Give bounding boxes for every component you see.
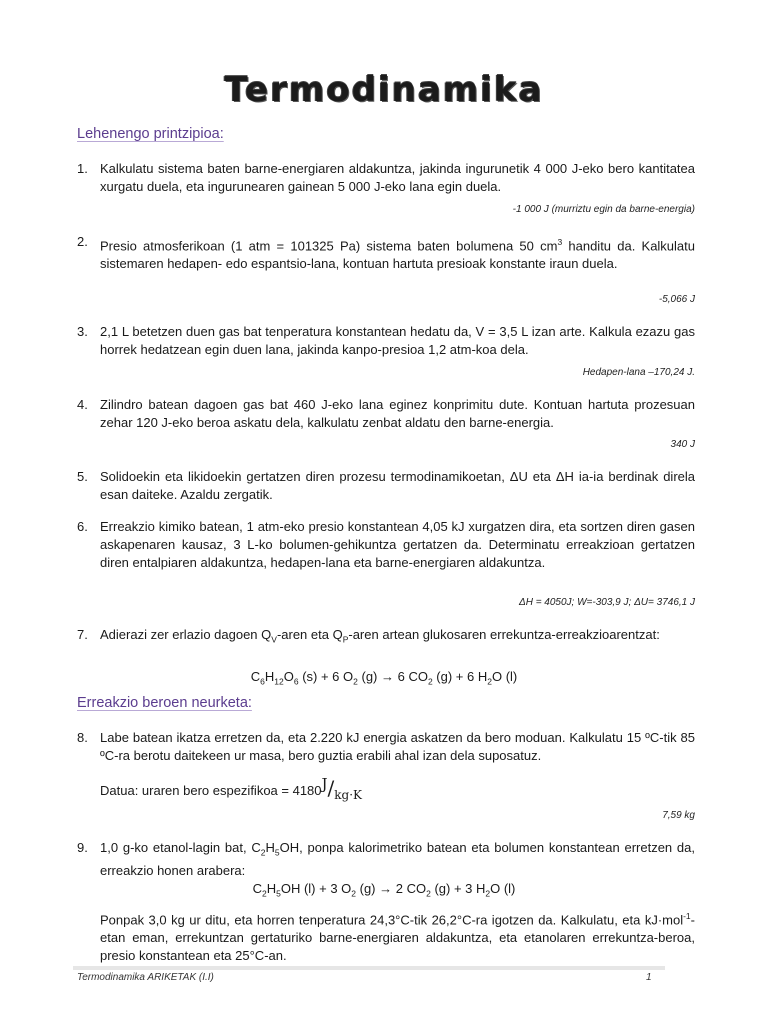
question-number: 3. xyxy=(77,324,88,339)
question-8 xyxy=(77,729,695,765)
question-number: 1. xyxy=(77,161,88,176)
question-5 xyxy=(77,468,695,504)
question-3 xyxy=(77,323,695,359)
question-text: Presio atmosferikoan (1 atm = 101325 Pa) sistema baten bolumena 50 $cm^3$ handitu da. Kalkulatu sistemaren hedapen- edo espantsio-lana, kontuan hartuta presioak konstante iraun duela. xyxy=(100,237,695,272)
question-9-paragraph: Ponpak 3,0 kg ur ditu, eta horren tenperatura 24,3°C-tik 26,2°C-ra igotzen da. Kalkulatu, eta kJ·mol$^{-1}$-etan eman, errekuntzan gertaturiko barne-energiaren aldakuntza, eta etanolaren errekuntza-beroa, presio konstantean eta 25°C-an. xyxy=(100,911,695,964)
question-9 xyxy=(77,839,695,880)
question-number: 8. xyxy=(77,730,88,745)
question-number: 9. xyxy=(77,840,88,855)
question-text: Adierazi zer erlazio dagoen $Q_V$-aren eta $Q_P$-aren artean glukosaren errekuntza-erreakzioarentzat: xyxy=(100,627,660,645)
question-number: 6. xyxy=(77,519,88,534)
question-1 xyxy=(77,160,695,196)
data-specific-heat: Datua: uraren bero espezifikoa = 4180J/kg·K xyxy=(100,775,363,802)
page-title: Termodinamika xyxy=(224,70,544,110)
section-heading-first-law: Lehenengo printzipioa: xyxy=(77,126,224,142)
question-text: 1,0 g-ko etanol-lagin bat, $C_2H_5OH$, ponpa kalorimetriko batean eta bolumen konstantean erretzen da, erreakzio honen arabera: xyxy=(100,840,695,878)
question-7 xyxy=(77,626,695,649)
question-number: 2. xyxy=(77,234,88,249)
footer-title: Termodinamika ARIKETAK (I.I) xyxy=(77,972,214,983)
question-text: Zilindro batean dagoen gas bat 460 J-eko lana eginez konprimitu dute. Kontuan hartuta prozesuan zehar 120 J-eko beroa askatu dela, kalkulatu zenbat aldatu den barne-energia. xyxy=(100,397,695,430)
question-text: Labe batean ikatza erretzen da, eta 2.220 kJ energia askatzen da bero moduan. Kalkulatu 15 ºC-tik 85 ºC-ra berotu daitekeen ur masa, bero guztia erabili ahal izan dela suposatuz. xyxy=(100,730,695,763)
answer-3: Hedapen-lana –170,24 J. xyxy=(582,367,695,378)
page-number: 1 xyxy=(646,972,652,983)
question-number: 5. xyxy=(77,469,88,484)
answer-1: -1 000 J (murriztu egin da barne-energia) xyxy=(512,204,695,215)
unit-fraction: J/kg·K xyxy=(321,775,363,802)
answer-6: ΔH = 4050J; W=-303,9 J; ΔU= 3746,1 J xyxy=(518,597,695,608)
section-heading-reaction-heats: Erreakzio beroen neurketa: xyxy=(77,695,252,711)
question-text: 2,1 L betetzen duen gas bat tenperatura konstantean hedatu da, V = 3,5 L izan arte. Kalkula ezazu gas horrek hedatzean egin duen lana, jakinda kanpo-presioa 1,2 atm-koa dela. xyxy=(100,324,695,357)
question-text: Kalkulatu sistema baten barne-energiaren aldakuntza, jakinda ingurunetik 4 000 J-eko bero kantitatea xurgatu duela, eta ingurunearen gainean 5 000 J-eko lana egin duela. xyxy=(100,161,695,194)
question-4 xyxy=(77,396,695,432)
footer-divider xyxy=(73,966,665,970)
question-text: Solidoekin eta likidoekin gertatzen diren prozesu termodinamikoetan, ΔU eta ΔH ia-ia berdinak direla esan daiteke. Azaldu zergatik. xyxy=(100,469,695,502)
question-text: Erreakzio kimiko batean, 1 atm-eko presio konstantean 4,05 kJ xurgatzen dira, eta sortzen diren gasen askapenaren kausaz, 3 L-ko bolumen-gehikuntza gertatzen da. Determinatu erreakzioan gertatzen diren entalpiaren aldakuntza, hedapen-lana eta barne-energiaren aldakuntza. xyxy=(100,519,695,570)
question-number: 4. xyxy=(77,397,88,412)
ethanol-combustion-equation: $C_2H_5OH$ (l) + 3 $O_2$ (g) → 2 $CO_2$ (g) + 3 $H_2O$ (l) xyxy=(252,881,516,899)
answer-2: -5,066 J xyxy=(658,294,695,305)
question-6 xyxy=(77,518,695,572)
answer-8: 7,59 kg xyxy=(662,810,695,821)
question-2 xyxy=(77,233,695,273)
glucose-combustion-equation: $C_6H_{12}O_6$ (s) + 6 $O_2$ (g) → 6 $CO_2$ (g) + 6 $H_2O$ (l) xyxy=(250,669,518,687)
question-number: 7. xyxy=(77,627,88,642)
answer-4: 340 J xyxy=(670,439,695,450)
